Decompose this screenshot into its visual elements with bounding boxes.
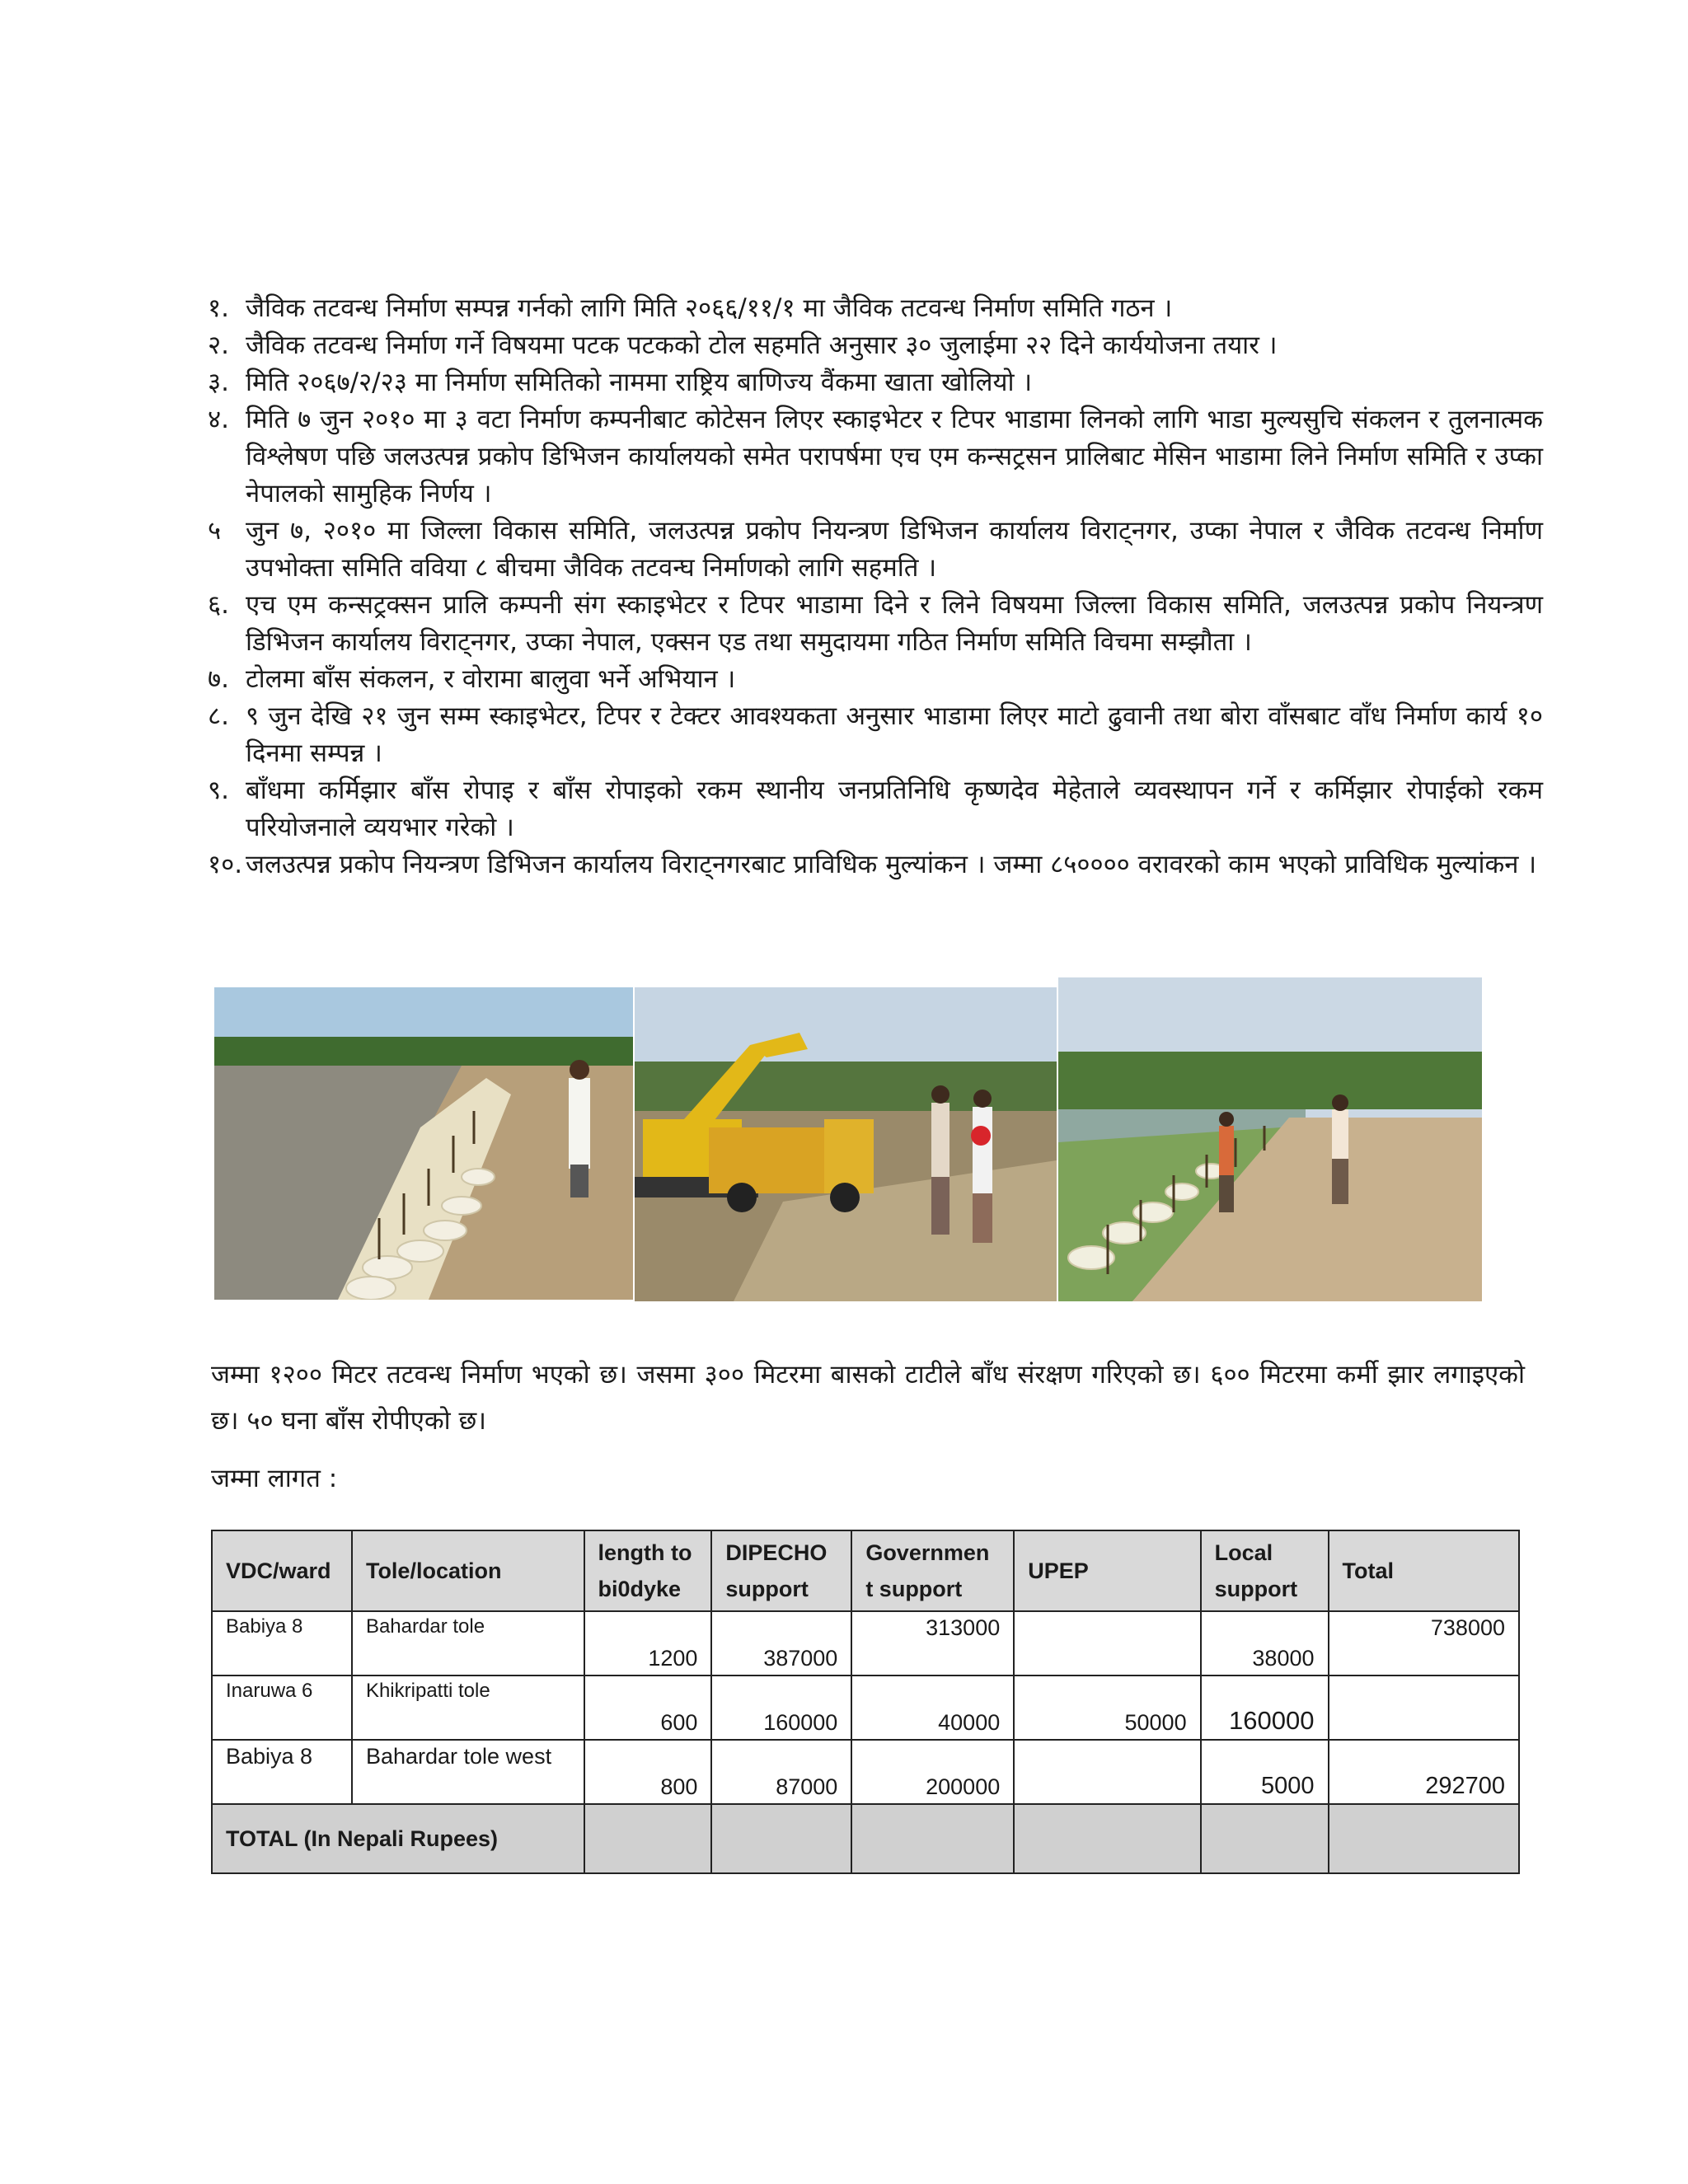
table-cell [1014,1611,1200,1675]
header-cell: Local support [1201,1530,1329,1611]
photo-excavator-trucks [635,987,1057,1301]
header-cell: Total [1329,1530,1520,1611]
step-number: १०. [208,850,243,879]
list-item [208,846,1543,883]
table-cell: 800 [584,1740,712,1804]
header-cell: length to bi0dyke [584,1530,712,1611]
step-number: ८. [208,701,229,731]
step-number: ४. [208,405,229,434]
list-item [208,513,1543,587]
photo-strip [214,977,1482,1301]
list-item [208,698,1543,772]
table-cell [1014,1740,1200,1804]
table-cell: Bahardar tole [352,1611,584,1675]
table-row [212,1611,1519,1675]
table-cell: 387000 [711,1611,851,1675]
header-cell: Tole/location [352,1530,584,1611]
table-cell [1014,1804,1200,1873]
summary-paragraph: जम्मा १२०० मिटर तटवन्ध निर्माण भएको छ। जसमा ३०० मिटरमा बासको टाटीले बाँध संरक्षण गरिएको छ। ६०० मिटरमा कर्मी झार लगाइएको छ। ५० घना बाँस रोपीएको छ। [211,1360,1525,1436]
table-header-row [212,1530,1519,1611]
step-text: मिति ७ जुन २०१० मा ३ वटा निर्माण कम्पनीबाट कोटेसन लिएर स्काइभेटर र टिपर भाडामा लिनको लागि भाडा मुल्यसुचि संकलन र तुलनात्मक विश्लेषण पछि जलउत्पन्न प्रकोप डिभिजन कार्यालयको समेत परापर्षमा एच एम कन्सट्रसन प्रालिबाट मेसिन भाडामा लिने निर्माण समिति र उप्का नेपालको सामुहिक निर्णय । [246,405,1543,509]
table-cell [711,1804,851,1873]
step-text: टोलमा बाँस संकलन, र वोरामा बालुवा भर्ने अभियान । [246,664,736,694]
step-text: मिति २०६७/२/२३ मा निर्माण समितिको नाममा राष्ट्रिय बाणिज्य वैंकमा खाता खोलियो । [246,368,1033,397]
table-cell [1201,1804,1329,1873]
list-item [208,772,1543,846]
step-text: बाँधमा कर्मिझार बाँस रोपाइ र बाँस रोपाइको रकम स्थानीय जनप्रतिनिधि कृष्णदेव मेहेताले व्यवस्थापन गर्ने र कर्मिझार रोपाईको रकम परियोजनाले व्ययभार गरेको । [246,776,1543,842]
table-cell: 738000 [1329,1611,1520,1675]
photo-river-embankment [214,987,633,1300]
table-cell: 600 [584,1675,712,1740]
step-text: जैविक तटवन्ध निर्माण गर्ने विषयमा पटक पटकको टोल सहमति अनुसार ३० जुलाईमा २२ दिने कार्ययोजना तयार । [246,330,1278,360]
step-number: ७. [208,664,229,694]
table-cell: 160000 [1201,1675,1329,1740]
table-cell [851,1804,1014,1873]
table-row [212,1675,1519,1740]
list-item [208,587,1543,661]
table-cell: 38000 [1201,1611,1329,1675]
step-text: जैविक तटवन्ध निर्माण सम्पन्न गर्नको लागि मिति २०६६/११/१ मा जैविक तटवन्ध निर्माण समिति गठन । [246,293,1173,323]
steps-list [208,290,1543,883]
table-cell [584,1804,712,1873]
step-number: ६. [208,590,229,620]
table-cell: 1200 [584,1611,712,1675]
header-cell: VDC/ward [212,1530,352,1611]
step-number: ३. [208,368,229,397]
table-cell: 160000 [711,1675,851,1740]
table-cell [1329,1675,1520,1740]
step-text: जुन ७, २०१० मा जिल्ला विकास समिति, जलउत्पन्न प्रकोप नियन्त्रण डिभिजन कार्यालय विराट्नगर, उप्का नेपाल र जैविक तटवन्ध निर्माण उपभोक्ता समिति वविया ८ बीचमा जैविक तटवन्घ निर्माणको लागि सहमति । [246,516,1543,583]
list-item [208,290,1543,327]
step-text: ९ जुन देखि २१ जुन सम्म स्काइभेटर, टिपर र टेक्टर आवश्यकता अनुसार भाडामा लिएर माटो ढुवानी तथा बोरा वाँसबाट वाँध निर्माण कार्य १० दिनमा सम्पन्न । [246,701,1543,768]
step-number: ९. [208,776,229,805]
step-text: जलउत्पन्न प्रकोप नियन्त्रण डिभिजन कार्यालय विराट्नगरबाट प्राविधिक मुल्यांकन । जम्मा ८५०००० वरावरको काम भएको प्राविधिक मुल्यांकन । [246,850,1537,879]
cost-label: जम्मा लागत : [211,1464,338,1493]
step-text: एच एम कन्सट्रक्सन प्रालि कम्पनी संग स्काइभेटर र टिपर भाडामा दिने र लिने विषयमा जिल्ला विकास समिति, जलउत्पन्न प्रकोप नियन्त्रण डिभिजन कार्यालय विराट्नगर, उप्का नेपाल, एक्सन एड तथा समुदायमा गठित निर्माण समिति विचमा सम्झौता । [246,590,1543,657]
table-cell: 87000 [711,1740,851,1804]
step-number: ५ [208,516,222,546]
cost-table [211,1530,1520,1874]
header-cell: DIPECHO support [711,1530,851,1611]
step-number: २. [208,330,229,360]
table-cell: 5000 [1201,1740,1329,1804]
photo-workers-dyke [1058,977,1482,1301]
header-cell: Governmen t support [851,1530,1014,1611]
list-item [208,327,1543,364]
table-cell: Bahardar tole west [352,1740,584,1804]
table-cell: Inaruwa 6 [212,1675,352,1740]
list-item [208,364,1543,401]
table-cell: Babiya 8 [212,1611,352,1675]
table-cell: Babiya 8 [212,1740,352,1804]
table-cell: 292700 [1329,1740,1520,1804]
table-cell: 313000 [851,1611,1014,1675]
table-cell [1329,1804,1520,1873]
list-item [208,661,1543,698]
step-number: १. [208,293,229,323]
table-cell: 200000 [851,1740,1014,1804]
table-cell: 50000 [1014,1675,1200,1740]
table-row [212,1740,1519,1804]
header-cell: UPEP [1014,1530,1200,1611]
table-total-row [212,1804,1519,1873]
total-label: TOTAL (In Nepali Rupees) [212,1804,584,1873]
table-cell: 40000 [851,1675,1014,1740]
table-cell: Khikripatti tole [352,1675,584,1740]
list-item [208,401,1543,513]
